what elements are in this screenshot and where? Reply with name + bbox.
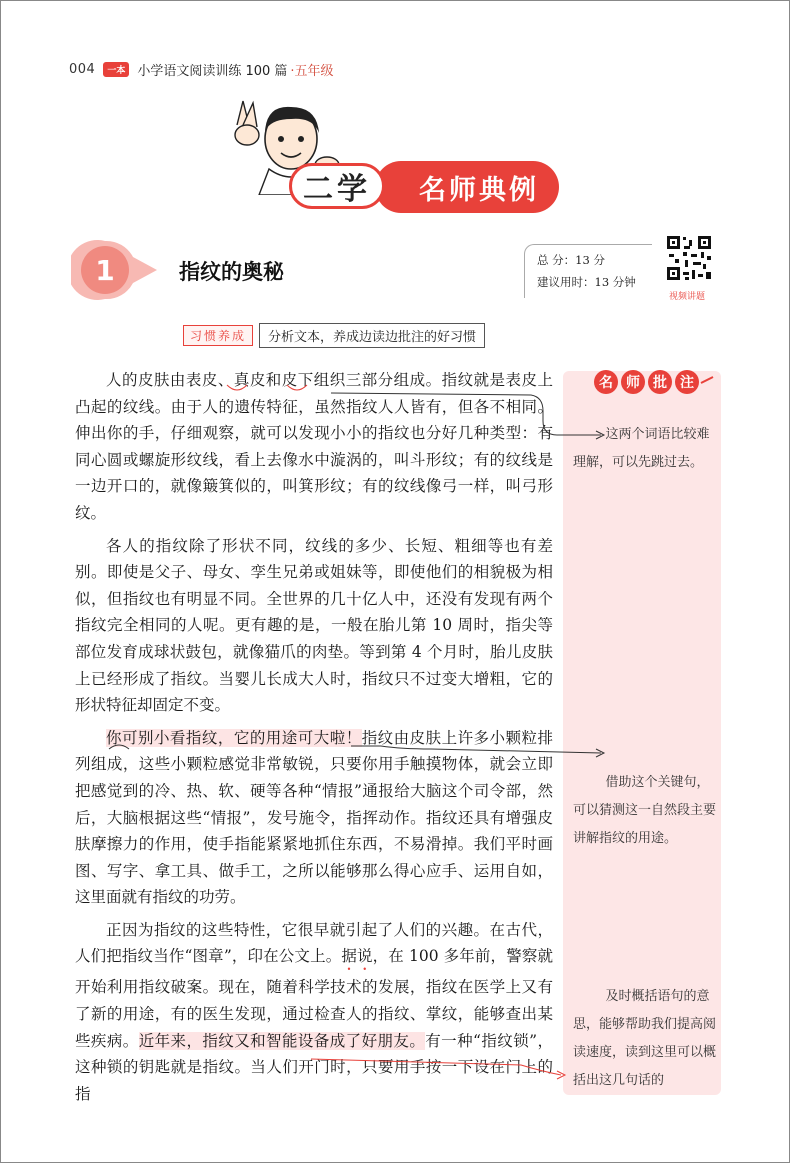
grade-label: ·五年级	[290, 63, 334, 79]
lesson-number: 1	[95, 254, 115, 287]
annotation-note-1: 这两个词语比较难理解，可以先跳过去。	[573, 427, 710, 470]
annotation-panel-title	[594, 367, 702, 397]
annotation-note-2: 借助这个关键句，可以猜测这一自然段主要讲解指纹的用途。	[573, 775, 717, 846]
paragraph-4-part-d: 有一种“指纹锁”，这种锁的钥匙就是指纹。当人们开门时，只要用手按一下设在门上的指	[75, 1031, 553, 1103]
lesson-info-box	[524, 244, 652, 298]
paragraph-3-rest: 指纹由皮肤上许多小颗粒排列组成，这些小颗粒感觉非常敏锐，只要你用手触摸物体，就会立即把感觉到的冷、热、软、硬等各种“情报”通报给大脑这个司令部，然后，大脑根据这些“情报”，发号施令，指挥动作。指纹还具有增强皮肤摩擦力的作用，使手指能紧紧地抓住东西，不易滑掉。我们平时画图、写字、拿工具、做手工，之所以能够那么得心应手、运用自如，这里面就有指纹的功劳。	[75, 728, 553, 907]
annotation-title-char: 师	[621, 370, 645, 394]
annotation-title-char: 批	[648, 370, 672, 394]
book-title: 小学语文阅读训练 100 篇	[137, 63, 288, 79]
annotation-title-char: 名	[594, 370, 618, 394]
page-number: 004	[69, 61, 96, 77]
article-paragraph-3	[75, 725, 553, 911]
habit-text: 分析文本，养成边读边批注的好习惯	[259, 323, 485, 348]
lesson-title: 指纹的奥秘	[179, 260, 284, 284]
annotation-note-3: 及时概括语句的意思，能够帮助我们提高阅读速度，读到这里可以概括出这几句话的	[573, 989, 717, 1088]
habit-tag: 习惯养成	[183, 325, 253, 346]
article-paragraph-2: 各人的指纹除了形状不同，纹线的多少、长短、粗细等也有差别。即使是父子、母女、孪生兄弟或姐妹等，即使他们的相貌极为相似，但指纹也有明显不同。全世界的几十亿人中，还没有发现有两个指纹完全相同的人呢。更有趣的是，一般在胎儿第 10 周时，指尖等部位发育成球状鼓包，就像猫爪的肉垫。等到第 4 个月时，胎儿皮肤上已经形成了指纹。当婴儿长成大人时，指纹只不过变大增粗，它的形状特征却固定不变。	[75, 536, 553, 715]
section-banner	[279, 155, 559, 215]
paragraph-4-part-b: ，在 100 多年前，警察就开始利用指纹破案。现在，随着科学技术的发展，指纹在医学上又有了新的用途，有的医生发现，通过检查人的指纹、掌纹，能够查出某些疾病。	[75, 947, 553, 1050]
total-score: 总 分：13 分	[537, 253, 605, 267]
article-body	[75, 367, 553, 1113]
article-paragraph-1: 人的皮肤由表皮、真皮和皮下组织三部分组成。指纹就是表皮上凸起的纹线。由于人的遗传特征，虽然指纹人人皆有，但各不相同。伸出你的手，仔细观察，就可以发现小小的指纹也分好几种类型：有同心圆或螺旋形纹线，看上去像水中漩涡的，叫斗形纹；有的纹线是一边开口的，就像簸箕似的，叫箕形纹；有的纹线像弓一样，叫弓形纹。	[75, 371, 553, 522]
key-sentence-highlight: 你可别小看指纹，它的用途可大啦！	[106, 728, 362, 747]
article-paragraph-4	[75, 917, 553, 1108]
habit-row	[183, 323, 485, 348]
suggested-time: 建议用时：13 分钟	[537, 275, 636, 289]
section-label-right: 名师典例	[375, 161, 559, 213]
annotation-title-char: 注	[675, 370, 699, 394]
publisher-logo: 一本	[103, 62, 129, 77]
qr-code-icon[interactable]	[665, 234, 713, 282]
summary-sentence-highlight: 近年来，指纹又和智能设备成了好朋友。	[138, 1031, 426, 1050]
lesson-number-badge	[71, 239, 159, 301]
section-label-left: 二学	[289, 163, 385, 209]
page-header	[69, 57, 334, 81]
paragraph-4-part-a: 正因为指纹的这些特性，它很早就引起了人们的兴趣。在古代，人们把指纹当作“图章”，印在公文上。	[75, 920, 553, 966]
qr-video-label: 视频讲题	[669, 292, 706, 302]
emphasis-dotted-word: 据说	[341, 947, 373, 966]
